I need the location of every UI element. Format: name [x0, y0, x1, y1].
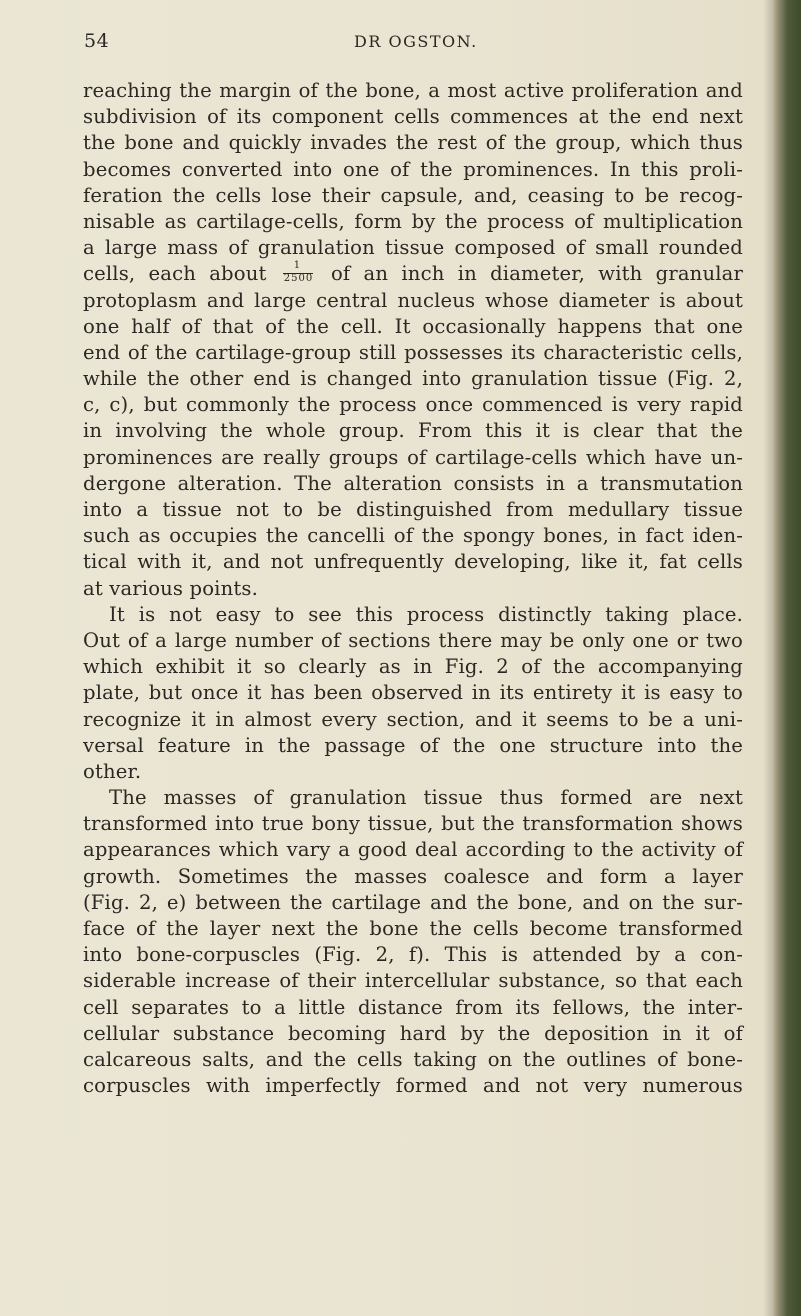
text-line: c, c), but commonly the process once commenced is very rapid [83, 393, 743, 417]
text-line: corpuscles with imperfectly formed and not very numerous [83, 1074, 743, 1098]
fraction-numerator: 1 [293, 260, 301, 272]
page-header [84, 30, 740, 54]
text-line: in involving the whole group. From this it is clear that the [83, 419, 743, 443]
text-line: plate, but once it has been observed in its entirety it is easy to [83, 681, 743, 705]
text-segment: cells, each about [83, 262, 267, 286]
page-number: 54 [84, 30, 110, 52]
fraction [280, 260, 318, 285]
text-line: feration the cells lose their capsule, and, ceasing to be recog- [83, 183, 743, 207]
text-line: into a tissue not to be distinguished from medullary tissue [83, 498, 743, 521]
text-line: at various points. [83, 576, 258, 600]
text-line: which exhibit it so clearly as in Fig. 2 of the accompanying [83, 655, 743, 679]
text-line: protoplasm and large central nucleus whose diameter is about [83, 288, 743, 312]
text-line: end of the cartilage-group still possesses its characteristic cells, [83, 340, 743, 364]
paragraph-first-line: The masses of granulation tissue thus formed are next [109, 786, 743, 810]
text-line: versal feature in the passage of the one structure into the [83, 733, 743, 757]
text-line: becomes converted into one of the prominences. In this proli- [83, 157, 743, 181]
text-line: nisable as cartilage-cells, form by the process of multiplication [83, 209, 743, 233]
text-line: the bone and quickly invades the rest of the group, which thus [83, 131, 743, 155]
text-line: appearances which vary a good deal according to the activity of [83, 838, 743, 862]
text-line: one half of that of the cell. It occasionally happens that one [83, 314, 743, 338]
fraction-denominator: 2500 [283, 273, 314, 285]
text-segment: of an inch in diameter, with granular [330, 262, 743, 286]
text-line: reaching the margin of the bone, a most active proliferation and [83, 79, 743, 102]
text-line: cellular substance becoming hard by the deposition in it of [83, 1021, 743, 1045]
text-line: prominences are really groups of cartilage-cells which have un- [83, 445, 743, 469]
text-line: while the other end is changed into granulation tissue (Fig. 2, [83, 367, 743, 391]
text-line: face of the layer next the bone the cells become transformed [83, 917, 743, 940]
running-head: DR OGSTON. [354, 32, 478, 51]
text-line: calcareous salts, and the cells taking on the outlines of bone- [83, 1047, 743, 1071]
text-line: dergone alteration. The alteration consists in a transmutation [83, 471, 743, 495]
book-edge [771, 0, 801, 1316]
text-line: other. [83, 759, 142, 783]
page-gutter-shadow [763, 0, 771, 1316]
text-line: cell separates to a little distance from its fellows, the inter- [83, 995, 743, 1019]
text-line: recognize it in almost every section, and it seems to be a uni- [83, 707, 743, 731]
text-line: siderable increase of their intercellular substance, so that each [83, 969, 743, 993]
text-line: Out of a large number of sections there may be only one or two [83, 628, 743, 652]
text-line: tical with it, and not unfrequently developing, like it, fat cells [83, 550, 743, 574]
text-line: into bone-corpuscles (Fig. 2, f). This is attended by a con- [83, 943, 743, 967]
paragraph-first-line: It is not easy to see this process distinctly taking place. [109, 602, 743, 626]
text-line: such as occupies the cancelli of the spongy bones, in fact iden- [83, 524, 743, 548]
text-line: growth. Sometimes the masses coalesce and form a layer [83, 864, 743, 888]
text-line: transformed into true bony tissue, but the transformation shows [83, 812, 743, 836]
text-line-with-fraction [83, 261, 743, 287]
body-text [83, 78, 743, 1099]
text-line: a large mass of granulation tissue composed of small rounded [83, 236, 743, 260]
text-line: (Fig. 2, e) between the cartilage and the bone, and on the sur- [83, 890, 743, 914]
text-line: subdivision of its component cells commences at the end next [83, 105, 743, 129]
